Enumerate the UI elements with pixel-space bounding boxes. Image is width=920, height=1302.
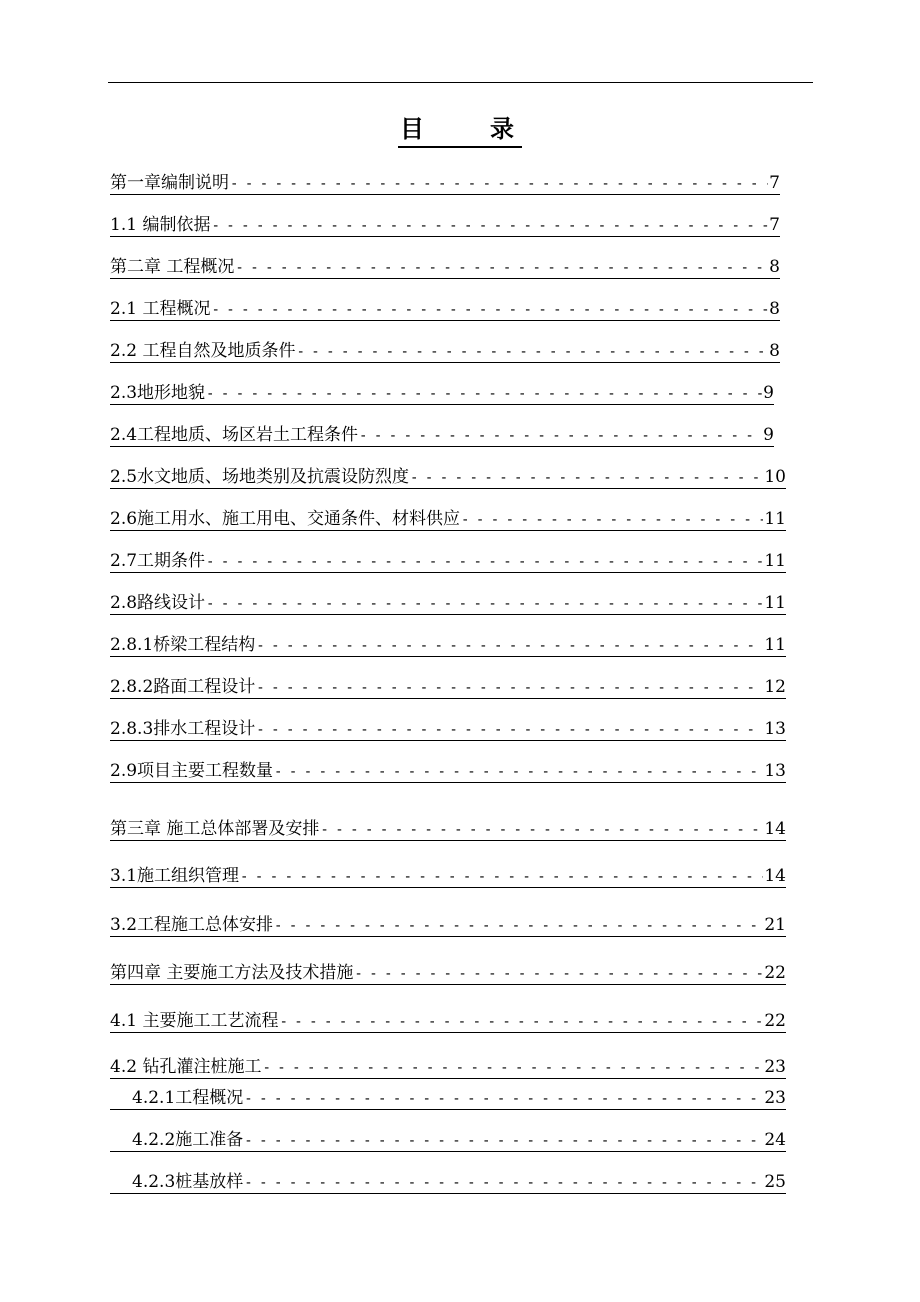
toc-entry-2-2[interactable] [110,336,780,363]
toc-entry-2-8-2[interactable] [110,672,786,699]
toc-dot-leader [359,424,762,446]
toc-dot-leader [211,214,768,236]
toc-page-number: 8 [769,257,780,277]
toc-dot-leader [244,1171,763,1193]
toc-dot-leader [206,592,763,614]
toc-entry-label: 1.1 编制依据 [110,215,211,235]
toc-entry-label: 3.2工程施工总体安排 [110,915,274,935]
toc-page-number: 7 [769,215,780,235]
toc-page-number: 14 [764,866,786,886]
toc-page-number: 21 [764,915,786,935]
toc-entry-2-4[interactable] [110,420,774,447]
toc-page-number: 22 [764,1011,786,1031]
toc-page-number: 7 [769,173,780,193]
toc-page-number: 23 [764,1088,786,1108]
toc-entry-4-2-2[interactable] [110,1126,786,1152]
toc-page-number: 11 [764,509,786,529]
toc-entry-label: 2.2 工程自然及地质条件 [110,341,296,361]
toc-entry-2-6[interactable] [110,504,786,531]
toc-entry-label: 2.8.3排水工程设计 [110,719,256,739]
toc-dot-leader [461,508,763,530]
toc-entry-label: 2.4工程地质、场区岩土工程条件 [110,425,359,445]
toc-entry-4-2-3[interactable] [110,1168,786,1194]
toc-page-number: 23 [764,1057,786,1077]
toc-entry-label: 4.2.1工程概况 [132,1088,244,1108]
toc-entry-label: 第一章编制说明 [110,173,229,193]
toc-page-number: 11 [764,593,786,613]
toc-entry-2-3[interactable] [110,378,774,405]
toc-entry-2-8[interactable] [110,588,786,615]
toc-dot-leader [211,298,768,320]
toc-dot-leader [256,634,763,656]
toc-page-number: 12 [764,677,786,697]
toc-entry-label: 2.8.1桥梁工程结构 [110,635,256,655]
toc-entry-chapter-4[interactable] [110,958,786,985]
toc-page-number: 13 [764,719,786,739]
toc-entry-4-2-1[interactable] [110,1084,786,1110]
toc-entry-chapter-3[interactable] [110,814,786,841]
toc-entry-label: 3.1施工组织管理 [110,866,240,886]
toc-page-number: 10 [764,467,786,487]
toc-entry-label: 2.8.2路面工程设计 [110,677,256,697]
toc-entry-label: 4.2.3桩基放样 [132,1172,244,1192]
toc-entry-2-8-1[interactable] [110,630,786,657]
toc-title-text: 目 录 [398,112,522,148]
toc-dot-leader [206,550,763,572]
toc-page-number: 22 [764,963,786,983]
toc-dot-leader [244,1087,763,1109]
toc-page-number: 11 [764,551,786,571]
toc-dot-leader [235,256,768,278]
toc-page-number: 24 [764,1130,786,1150]
toc-dot-leader [256,676,763,698]
toc-entry-label: 2.8路线设计 [110,593,206,613]
toc-dot-leader [320,818,763,840]
toc-page-number: 13 [764,761,786,781]
toc-entry-label: 2.3地形地貌 [110,383,206,403]
toc-entry-4-2[interactable] [110,1052,786,1079]
toc-dot-leader [240,865,763,887]
toc-dot-leader [256,718,763,740]
toc-entry-label: 2.1 工程概况 [110,299,211,319]
toc-entry-label: 第二章 工程概况 [110,257,235,277]
toc-entry-label: 4.2.2施工准备 [132,1130,244,1150]
toc-entry-label: 第四章 主要施工方法及技术措施 [110,963,354,983]
toc-entry-3-1[interactable] [110,861,786,888]
toc-page-number: 8 [769,299,780,319]
toc-dot-leader [410,466,763,488]
toc-entry-3-2[interactable] [110,910,786,937]
toc-page-number: 8 [769,341,780,361]
toc-page-number: 9 [763,425,774,445]
toc-entry-4-1[interactable] [110,1006,786,1033]
toc-dot-leader [274,760,763,782]
toc-entry-chapter-1[interactable] [110,168,780,195]
toc-entry-label: 2.9项目主要工程数量 [110,761,274,781]
toc-entry-1-1[interactable] [110,210,780,237]
toc-dot-leader [296,340,768,362]
toc-entry-label: 4.1 主要施工工艺流程 [110,1011,279,1031]
toc-entry-label: 2.7工期条件 [110,551,206,571]
toc-entry-label: 第三章 施工总体部署及安排 [110,819,320,839]
toc-dot-leader [206,382,762,404]
toc-page-number: 9 [763,383,774,403]
toc-page-number: 25 [764,1172,786,1192]
toc-page-number: 11 [764,635,786,655]
toc-entry-2-8-3[interactable] [110,714,786,741]
toc-entry-2-5[interactable] [110,462,786,489]
toc-dot-leader [230,172,768,194]
toc-dot-leader [262,1056,763,1078]
toc-page-number: 14 [764,819,786,839]
toc-entry-label: 2.6施工用水、施工用电、交通条件、材料供应 [110,509,461,529]
toc-entry-2-1[interactable] [110,294,780,321]
toc-dot-leader [244,1129,763,1151]
toc-entry-2-9[interactable] [110,756,786,783]
toc-dot-leader [354,962,763,984]
toc-dot-leader [279,1010,763,1032]
toc-entry-label: 2.5水文地质、场地类别及抗震设防烈度 [110,467,410,487]
toc-entry-chapter-2[interactable] [110,252,780,279]
toc-entry-label: 4.2 钻孔灌注桩施工 [110,1057,262,1077]
toc-entry-2-7[interactable] [110,546,786,573]
toc-dot-leader [274,914,763,936]
